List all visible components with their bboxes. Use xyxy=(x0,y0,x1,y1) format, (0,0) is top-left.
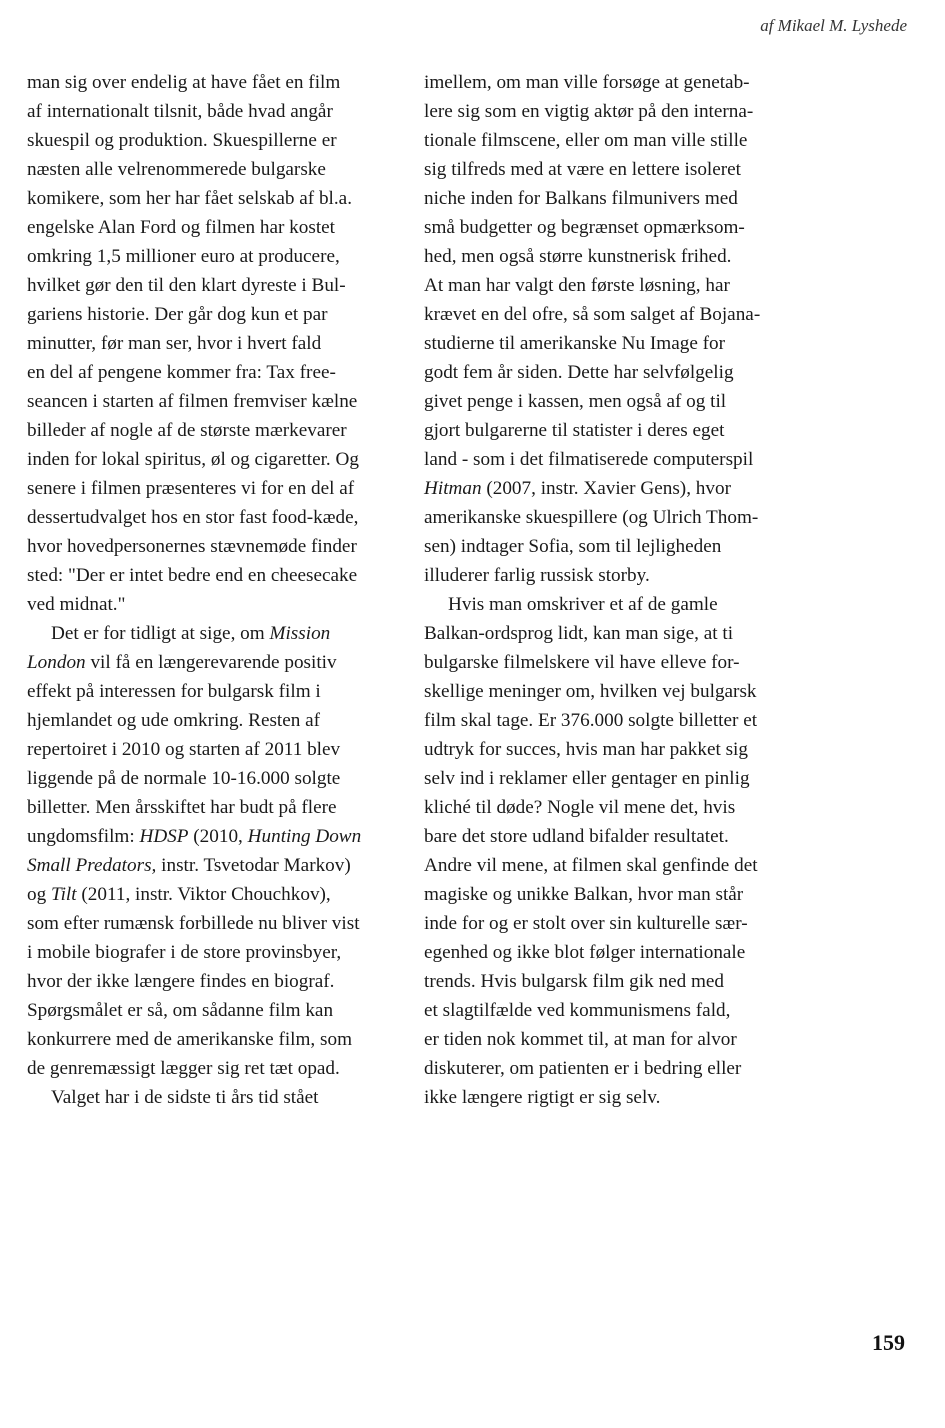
italic-title: Small Predators, xyxy=(27,855,157,876)
text-line xyxy=(27,126,397,155)
text-fragment: lere sig som en vigtig aktør på den interna- xyxy=(424,101,754,122)
text-fragment: trends. Hvis bulgarsk film gik ned med xyxy=(424,971,725,992)
text-fragment: land - som i det filmatiserede computerspil xyxy=(424,449,754,470)
text-line xyxy=(27,242,397,271)
text-fragment: bulgarske filmelskere vil have elleve for- xyxy=(424,652,740,673)
text-line xyxy=(27,1025,397,1054)
text-line xyxy=(424,1054,804,1083)
text-fragment: seancen i starten af filmen fremviser kælne xyxy=(27,391,358,412)
text-line xyxy=(424,416,804,445)
text-fragment: magiske og unikke Balkan, hvor man står xyxy=(424,884,744,905)
text-line xyxy=(27,706,397,735)
text-fragment: næsten alle velrenommerede bulgarske xyxy=(27,159,326,180)
text-line xyxy=(27,677,397,706)
text-fragment: udtryk for succes, hvis man har pakket sig xyxy=(424,739,748,760)
text-line xyxy=(424,213,804,242)
text-fragment: Det er for tidligt at sige, om xyxy=(51,623,270,644)
text-line xyxy=(27,68,397,97)
page-number: 159 xyxy=(872,1330,905,1355)
italic-title: HDSP xyxy=(139,826,189,847)
text-line xyxy=(424,503,804,532)
text-fragment: billetter. Men årsskiftet har budt på flere xyxy=(27,797,337,818)
text-fragment: Hvis man omskriver et af de gamle xyxy=(448,594,718,615)
text-fragment: komikere, som her har fået selskab af bl.a. xyxy=(27,188,352,209)
text-line xyxy=(27,387,397,416)
text-line xyxy=(424,97,804,126)
text-line xyxy=(27,532,397,561)
text-line xyxy=(424,735,804,764)
text-fragment: er tiden nok kommet til, at man for alvor xyxy=(424,1029,737,1050)
italic-title: Hitman xyxy=(424,478,482,499)
text-line xyxy=(424,996,804,1025)
text-line xyxy=(424,967,804,996)
text-fragment: man sig over endelig at have fået en film xyxy=(27,72,341,93)
text-line xyxy=(424,155,804,184)
text-fragment: senere i filmen præsenteres vi for en del af xyxy=(27,478,355,499)
text-fragment: gjort bulgarerne til statister i deres eget xyxy=(424,420,725,441)
text-fragment: sted: "Der er intet bedre end en cheesecake xyxy=(27,565,358,586)
text-fragment: Balkan-ordsprog lidt, kan man sige, at ti xyxy=(424,623,734,644)
text-fragment: dessertudvalget hos en stor fast food-kæde, xyxy=(27,507,359,528)
text-line xyxy=(27,880,397,909)
text-fragment: liggende på de normale 10-16.000 solgte xyxy=(27,768,341,789)
text-fragment: illuderer farlig russisk storby. xyxy=(424,565,650,586)
text-fragment: film skal tage. Er 376.000 solgte billetter et xyxy=(424,710,758,731)
text-line xyxy=(27,271,397,300)
running-head-author: af Mikael M. Lyshede xyxy=(760,16,907,35)
text-line xyxy=(424,271,804,300)
text-fragment: kliché til døde? Nogle vil mene det, hvis xyxy=(424,797,736,818)
text-fragment: hvor der ikke længere findes en biograf. xyxy=(27,971,335,992)
text-fragment: (2007, instr. Xavier Gens), hvor xyxy=(481,478,731,499)
text-fragment: Valget har i de sidste ti års tid stået xyxy=(51,1087,319,1108)
text-line xyxy=(424,909,804,938)
text-fragment: givet penge i kassen, men også af og til xyxy=(424,391,727,412)
text-line xyxy=(424,532,804,561)
text-line xyxy=(424,590,804,619)
text-line xyxy=(27,329,397,358)
text-fragment: imellem, om man ville forsøge at genetab- xyxy=(424,72,750,93)
text-line xyxy=(27,213,397,242)
text-fragment: Spørgsmålet er så, om sådanne film kan xyxy=(27,1000,334,1021)
text-line xyxy=(424,851,804,880)
text-line xyxy=(27,648,397,677)
text-fragment: inden for lokal spiritus, øl og cigaretter. Og xyxy=(27,449,359,470)
text-fragment: repertoiret i 2010 og starten af 2011 blev xyxy=(27,739,341,760)
text-fragment: i mobile biografer i de store provinsbyer, xyxy=(27,942,342,963)
text-line xyxy=(27,1083,397,1112)
text-fragment: hvilket gør den til den klart dyreste i Bul- xyxy=(27,275,346,296)
text-line xyxy=(424,619,804,648)
text-line xyxy=(27,97,397,126)
text-line xyxy=(424,184,804,213)
text-fragment: inde for og er stolt over sin kulturelle sær- xyxy=(424,913,748,934)
italic-title: Hunting Down xyxy=(247,826,362,847)
text-line xyxy=(27,735,397,764)
text-fragment: og xyxy=(27,884,51,905)
text-line xyxy=(424,764,804,793)
text-fragment: små budgetter og begrænset opmærksom- xyxy=(424,217,745,238)
text-line xyxy=(424,648,804,677)
text-line xyxy=(27,474,397,503)
text-line xyxy=(424,445,804,474)
text-line xyxy=(424,358,804,387)
text-fragment: (2010, xyxy=(188,826,248,847)
text-fragment: amerikanske skuespillere (og Ulrich Thom- xyxy=(424,507,759,528)
text-line xyxy=(424,300,804,329)
text-line xyxy=(27,155,397,184)
text-column-right xyxy=(424,68,804,1112)
italic-title: Tilt xyxy=(50,884,77,905)
text-line xyxy=(27,300,397,329)
text-line xyxy=(424,822,804,851)
text-fragment: af internationalt tilsnit, både hvad angår xyxy=(27,101,333,122)
text-line xyxy=(424,126,804,155)
text-line xyxy=(27,909,397,938)
text-fragment: godt fem år siden. Dette har selvfølgelig xyxy=(424,362,734,383)
text-line xyxy=(27,619,397,648)
text-line xyxy=(27,851,397,880)
text-fragment: hed, men også større kunstnerisk frihed. xyxy=(424,246,732,267)
text-line xyxy=(27,996,397,1025)
text-fragment: gariens historie. Der går dog kun et par xyxy=(27,304,328,325)
text-fragment: billeder af nogle af de største mærkevarer xyxy=(27,420,347,441)
text-line xyxy=(27,764,397,793)
text-line xyxy=(424,561,804,590)
text-fragment: sen) indtager Sofia, som til lejligheden xyxy=(424,536,722,557)
text-line xyxy=(424,677,804,706)
text-fragment: en del af pengene kommer fra: Tax free- xyxy=(27,362,336,383)
text-fragment: diskuterer, om patienten er i bedring eller xyxy=(424,1058,742,1079)
text-fragment: som efter rumænsk forbillede nu bliver vist xyxy=(27,913,360,934)
text-line xyxy=(424,1025,804,1054)
text-fragment: niche inden for Balkans filmunivers med xyxy=(424,188,738,209)
text-column-left xyxy=(27,68,397,1112)
text-fragment: vil få en længerevarende positiv xyxy=(85,652,337,673)
text-fragment: omkring 1,5 millioner euro at producere, xyxy=(27,246,340,267)
text-fragment: bare det store udland bifalder resultatet. xyxy=(424,826,729,847)
text-fragment: minutter, før man ser, hvor i hvert fald xyxy=(27,333,322,354)
text-fragment: sig tilfreds med at være en lettere isoleret xyxy=(424,159,742,180)
text-line xyxy=(424,387,804,416)
text-fragment: Andre vil mene, at filmen skal genfinde det xyxy=(424,855,758,876)
text-fragment: de genremæssigt lægger sig ret tæt opad. xyxy=(27,1058,340,1079)
text-line xyxy=(424,329,804,358)
text-line xyxy=(424,1083,804,1112)
text-fragment: hjemlandet og ude omkring. Resten af xyxy=(27,710,321,731)
text-line xyxy=(27,1054,397,1083)
text-line xyxy=(27,590,397,619)
text-line xyxy=(27,445,397,474)
text-fragment: tionale filmscene, eller om man ville stille xyxy=(424,130,748,151)
text-line xyxy=(27,358,397,387)
text-line xyxy=(27,938,397,967)
text-line xyxy=(27,967,397,996)
text-fragment: egenhed og ikke blot følger internationale xyxy=(424,942,746,963)
italic-title: London xyxy=(27,652,86,673)
text-fragment: et slagtilfælde ved kommunismens fald, xyxy=(424,1000,731,1021)
text-line xyxy=(27,822,397,851)
text-fragment: instr. Tsvetodar Markov) xyxy=(156,855,351,876)
text-fragment: studierne til amerikanske Nu Image for xyxy=(424,333,726,354)
text-line xyxy=(424,706,804,735)
text-line xyxy=(27,416,397,445)
text-line xyxy=(27,793,397,822)
text-line xyxy=(27,503,397,532)
text-fragment: hvor hovedpersonernes stævnemøde finder xyxy=(27,536,357,557)
text-fragment: effekt på interessen for bulgarsk film i xyxy=(27,681,321,702)
text-line xyxy=(27,184,397,213)
text-fragment: konkurrere med de amerikanske film, som xyxy=(27,1029,353,1050)
text-fragment: ungdomsfilm: xyxy=(27,826,140,847)
text-fragment: ikke længere rigtigt er sig selv. xyxy=(424,1087,661,1108)
text-line xyxy=(424,793,804,822)
text-line xyxy=(27,561,397,590)
text-fragment: krævet en del ofre, så som salget af Bojana- xyxy=(424,304,761,325)
text-fragment: ved midnat." xyxy=(27,594,126,615)
text-fragment: At man har valgt den første løsning, har xyxy=(424,275,730,296)
text-fragment: skellige meninger om, hvilken vej bulgarsk xyxy=(424,681,757,702)
text-line xyxy=(424,68,804,97)
text-line xyxy=(424,938,804,967)
text-fragment: skuespil og produktion. Skuespillerne er xyxy=(27,130,337,151)
text-fragment: engelske Alan Ford og filmen har kostet xyxy=(27,217,336,238)
text-line xyxy=(424,880,804,909)
text-line xyxy=(424,474,804,503)
text-line xyxy=(424,242,804,271)
text-fragment: selv ind i reklamer eller gentager en pinlig xyxy=(424,768,750,789)
italic-title: Mission xyxy=(269,623,331,644)
text-fragment: (2011, instr. Viktor Chouchkov), xyxy=(76,884,331,905)
